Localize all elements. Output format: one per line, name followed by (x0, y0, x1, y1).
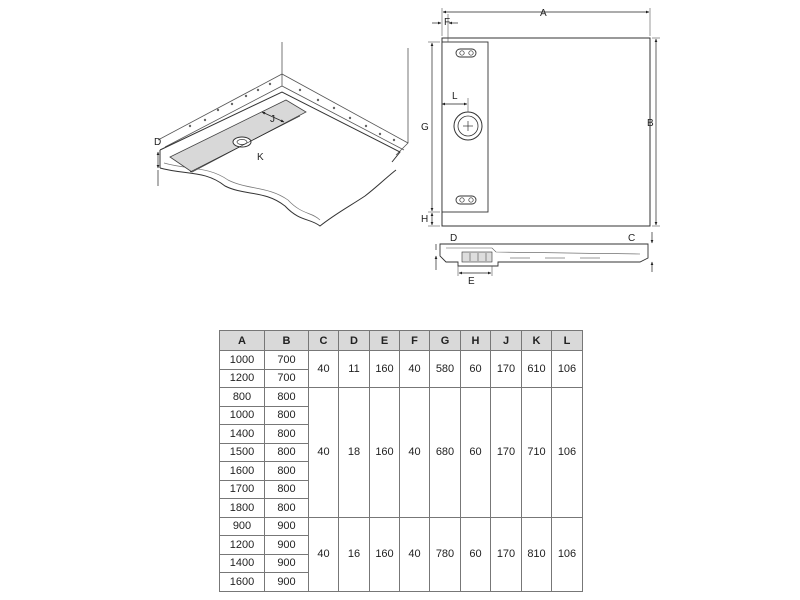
cell-a: 1500 (220, 443, 265, 462)
cell-a: 1200 (220, 369, 265, 388)
cell-a: 1000 (220, 351, 265, 370)
cell-k: 810 (522, 517, 552, 591)
header-h: H (461, 331, 491, 351)
header-l: L (552, 331, 583, 351)
cell-j: 170 (491, 517, 522, 591)
cell-b: 900 (265, 554, 309, 573)
cell-f: 40 (400, 388, 430, 518)
header-d: D (339, 331, 370, 351)
cell-j: 170 (491, 388, 522, 518)
cell-j: 170 (491, 351, 522, 388)
table-body (220, 351, 583, 592)
header-j: J (491, 331, 522, 351)
cell-b: 700 (265, 351, 309, 370)
cell-a: 1600 (220, 573, 265, 592)
cell-e: 160 (370, 517, 400, 591)
cell-a: 1600 (220, 462, 265, 481)
section-label-c: C (628, 233, 636, 244)
cell-f: 40 (400, 517, 430, 591)
plan-label-h: H (421, 214, 429, 225)
cell-k: 610 (522, 351, 552, 388)
header-k: K (522, 331, 552, 351)
cell-c: 40 (309, 517, 339, 591)
dimensions-table (219, 330, 583, 592)
cell-b: 900 (265, 517, 309, 536)
cell-a: 1400 (220, 554, 265, 573)
cell-b: 800 (265, 425, 309, 444)
table-row (220, 351, 583, 370)
cell-b: 900 (265, 536, 309, 555)
cell-a: 800 (220, 388, 265, 407)
cell-b: 900 (265, 573, 309, 592)
table-row (220, 388, 583, 407)
cell-d: 16 (339, 517, 370, 591)
cell-b: 800 (265, 388, 309, 407)
iso-label-k: K (257, 152, 264, 163)
header-a: A (220, 331, 265, 351)
cell-a: 1000 (220, 406, 265, 425)
header-b: B (265, 331, 309, 351)
plan-label-f: F (444, 17, 451, 28)
cell-l: 106 (552, 388, 583, 518)
table-header-row (220, 331, 583, 351)
iso-label-d: D (154, 137, 162, 148)
header-c: C (309, 331, 339, 351)
cell-a: 900 (220, 517, 265, 536)
cell-g: 680 (430, 388, 461, 518)
cell-b: 800 (265, 406, 309, 425)
cell-d: 18 (339, 388, 370, 518)
header-e: E (370, 331, 400, 351)
cell-a: 1700 (220, 480, 265, 499)
cell-e: 160 (370, 351, 400, 388)
plan-label-b: B (647, 118, 654, 129)
cell-b: 800 (265, 443, 309, 462)
cell-a: 1400 (220, 425, 265, 444)
cell-c: 40 (309, 388, 339, 518)
cell-k: 710 (522, 388, 552, 518)
cell-a: 1800 (220, 499, 265, 518)
isometric-view (154, 42, 408, 226)
section-view (436, 232, 652, 287)
cell-h: 60 (461, 388, 491, 518)
table-row (220, 517, 583, 536)
header-g: G (430, 331, 461, 351)
cell-h: 60 (461, 351, 491, 388)
cell-a: 1200 (220, 536, 265, 555)
cell-b: 700 (265, 369, 309, 388)
section-label-d: D (450, 233, 458, 244)
plan-view (421, 8, 660, 226)
cell-b: 800 (265, 480, 309, 499)
section-label-e: E (468, 276, 475, 287)
cell-h: 60 (461, 517, 491, 591)
plan-label-a: A (540, 8, 547, 19)
cell-c: 40 (309, 351, 339, 388)
iso-label-j: J (270, 114, 275, 125)
plan-label-l: L (452, 91, 458, 102)
header-f: F (400, 331, 430, 351)
cell-g: 780 (430, 517, 461, 591)
cell-g: 580 (430, 351, 461, 388)
cell-l: 106 (552, 351, 583, 388)
cell-b: 800 (265, 499, 309, 518)
cell-d: 11 (339, 351, 370, 388)
cell-f: 40 (400, 351, 430, 388)
cell-l: 106 (552, 517, 583, 591)
cell-e: 160 (370, 388, 400, 518)
cell-b: 800 (265, 462, 309, 481)
plan-label-g: G (421, 122, 429, 133)
